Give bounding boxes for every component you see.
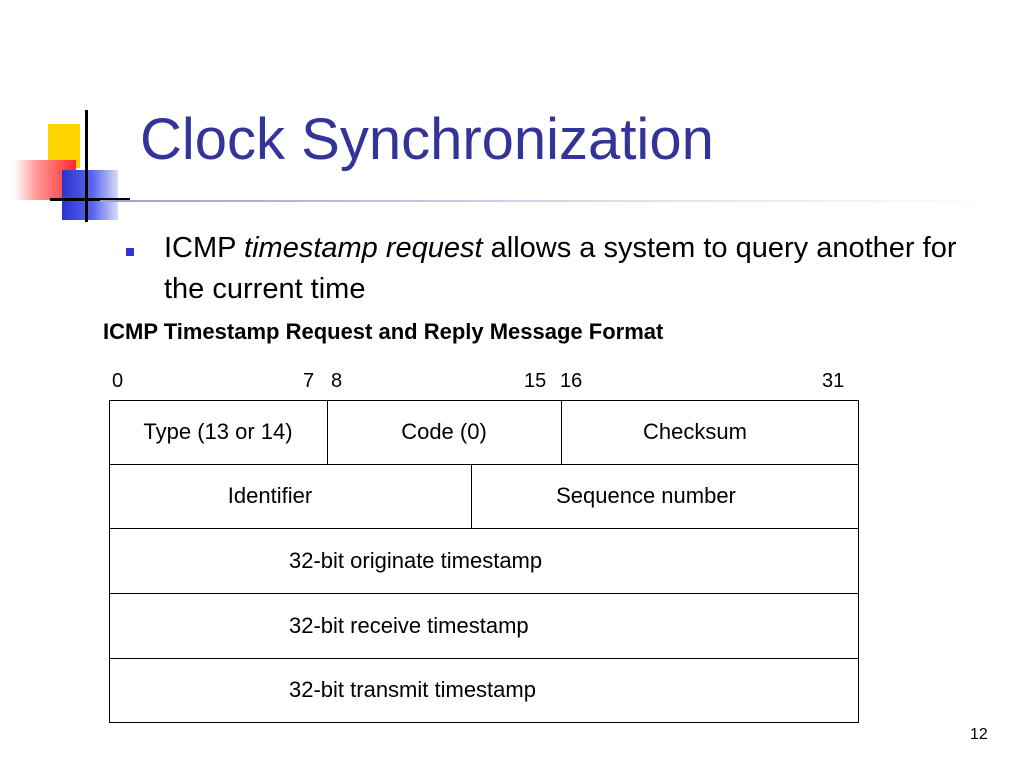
bit-label-7: 7	[303, 370, 315, 392]
field-type: Type (13 or 14)	[143, 419, 293, 444]
decor-vertical-line	[85, 110, 88, 222]
bullet-square-icon	[126, 248, 134, 256]
field-identifier: Identifier	[227, 483, 313, 508]
page-number: 12	[970, 726, 988, 743]
bit-label-0: 0	[112, 370, 124, 392]
field-checksum: Checksum	[643, 419, 747, 444]
field-originate-timestamp: 32-bit originate timestamp	[289, 547, 543, 573]
bullet-text	[164, 228, 964, 310]
bullet-suffix: allows a system to query another for the current time	[164, 232, 957, 306]
title-underline	[100, 200, 1000, 202]
field-code: Code (0)	[401, 419, 487, 444]
bullet-emphasis: timestamp request	[244, 232, 483, 264]
field-sequence-number: Sequence number	[556, 483, 736, 508]
bit-label-15: 15	[524, 370, 547, 392]
figure-title: ICMP Timestamp Request and Reply Message Format	[103, 319, 664, 344]
bit-label-31: 31	[822, 370, 845, 392]
field-transmit-timestamp: 32-bit transmit timestamp	[289, 677, 536, 702]
field-receive-timestamp: 32-bit receive timestamp	[289, 612, 529, 638]
decor-blue-square	[62, 170, 118, 220]
bit-label-8: 8	[331, 370, 343, 392]
bit-label-16: 16	[560, 370, 583, 392]
slide-title: Clock Synchronization	[140, 107, 714, 172]
bullet-prefix: ICMP	[164, 232, 245, 264]
